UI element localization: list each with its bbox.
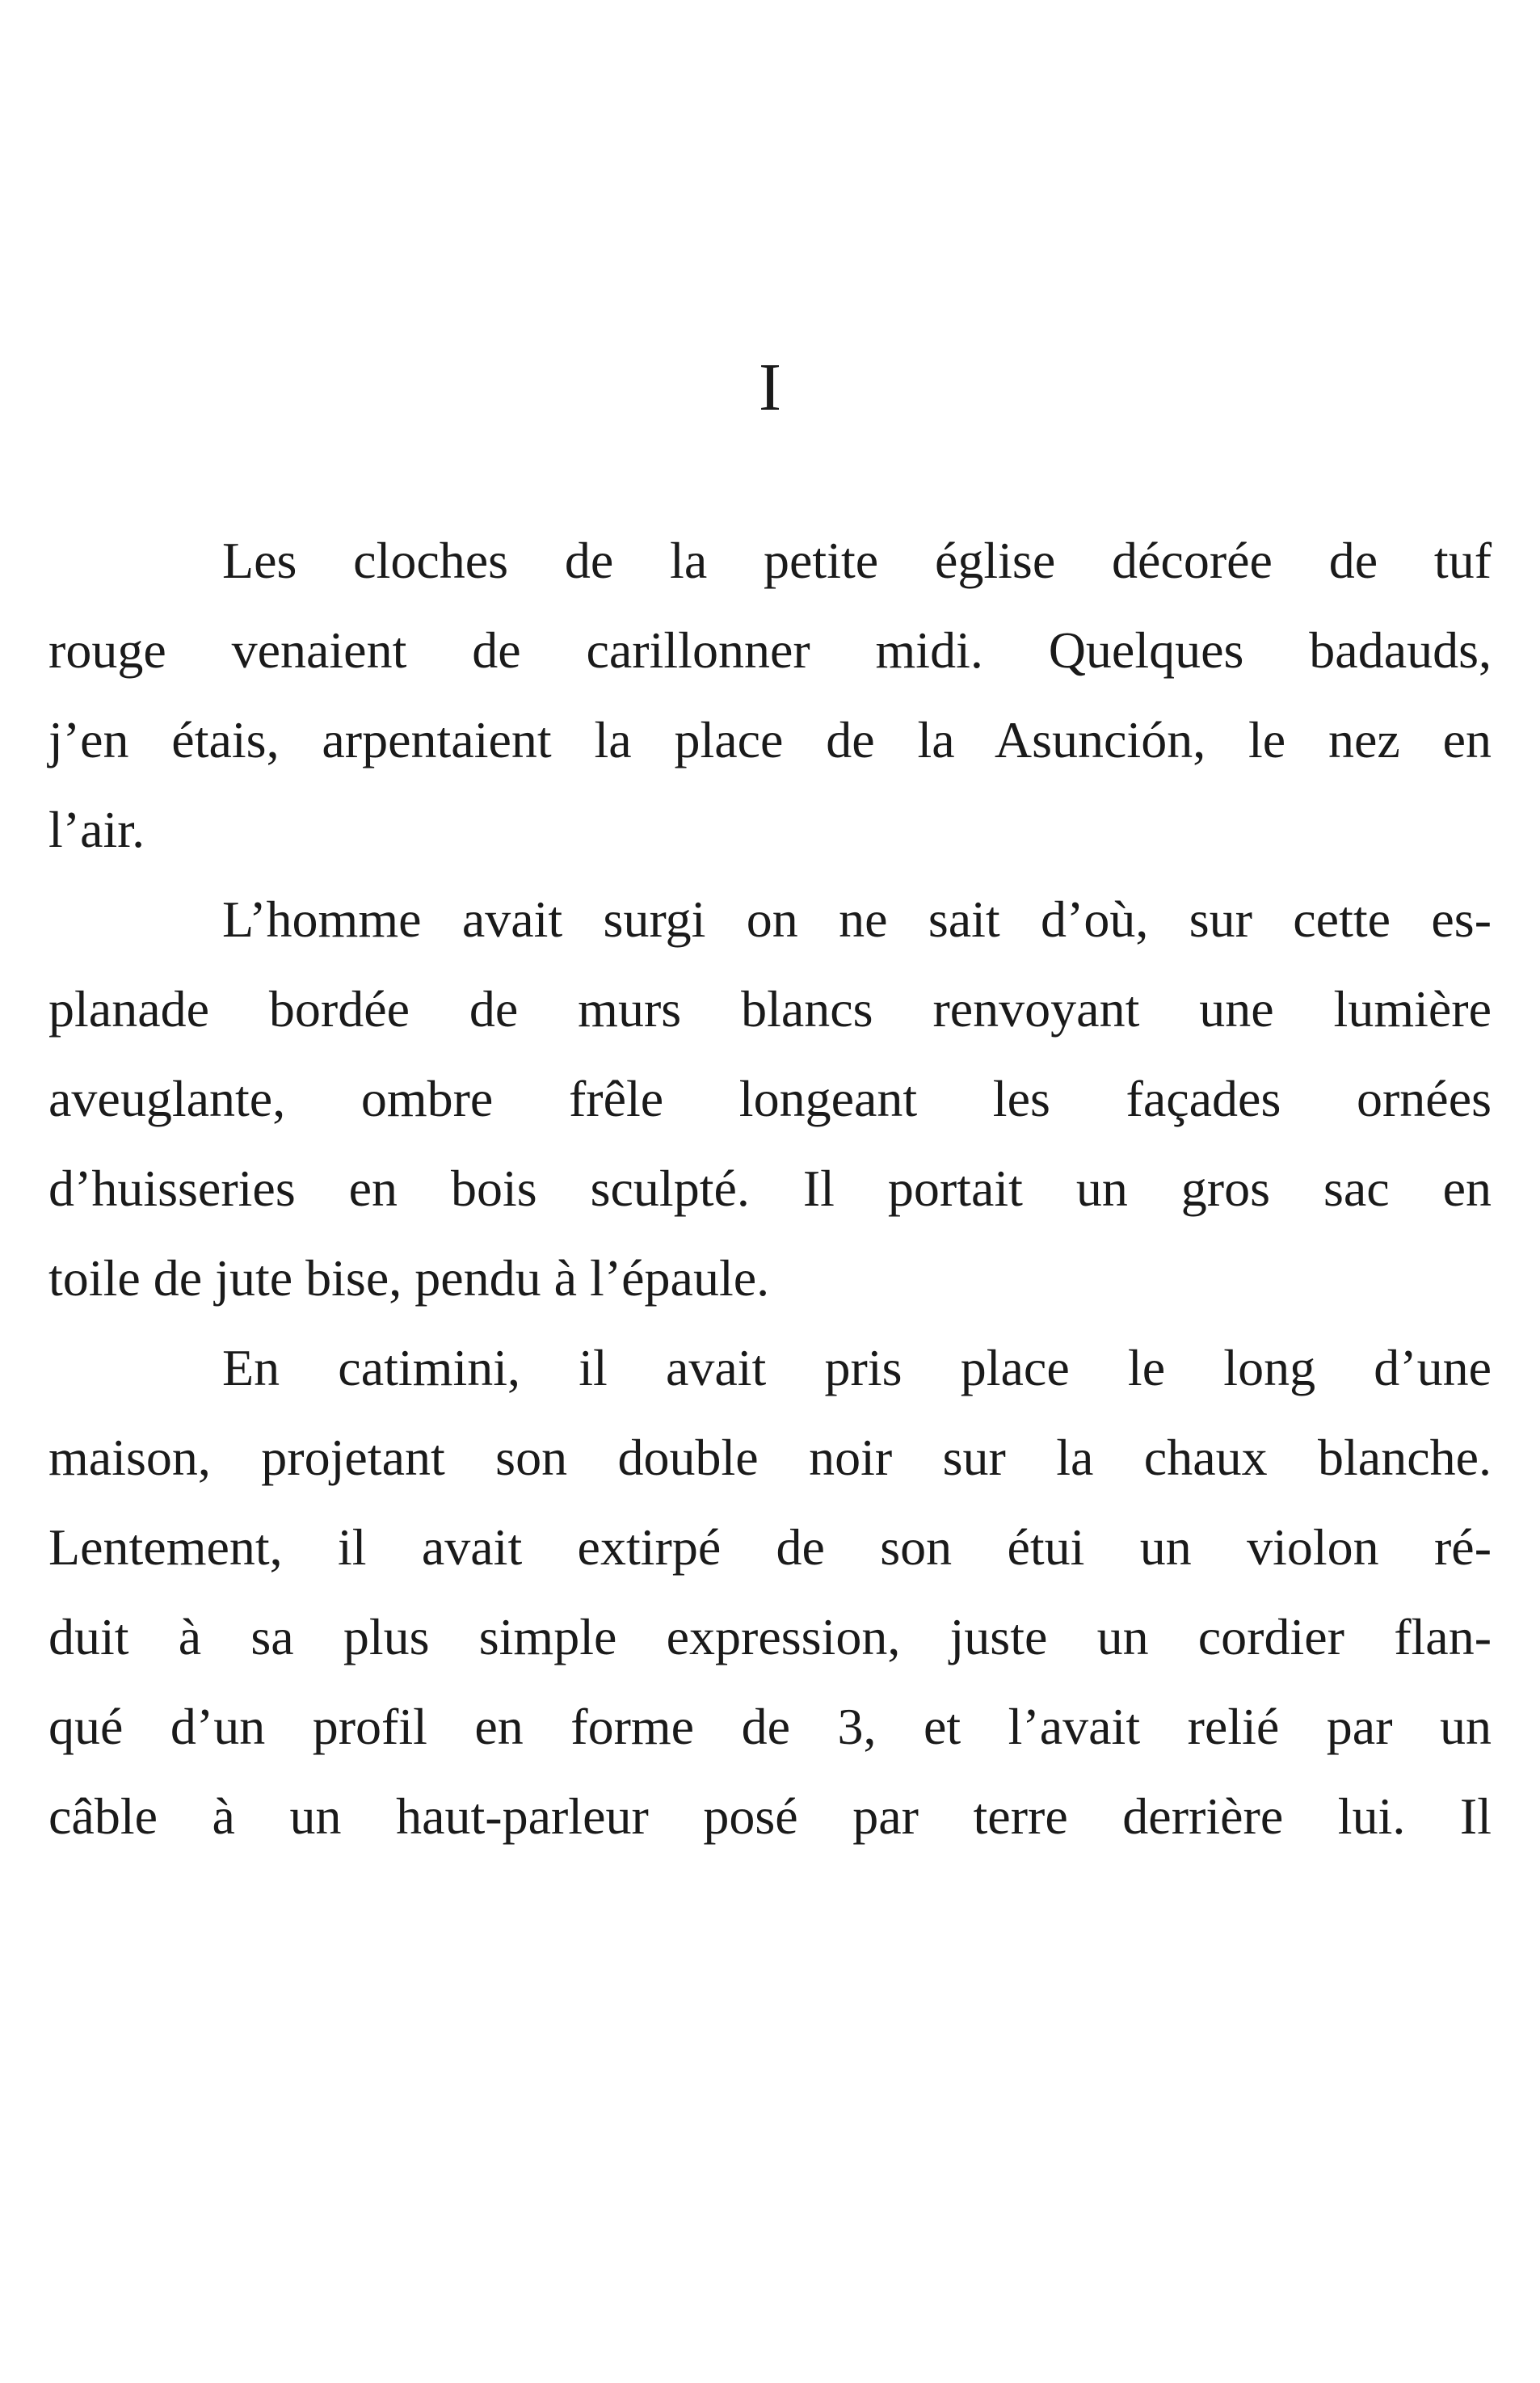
text-line: maison, projetant son double noir sur la chaux blanche.: [48, 1429, 1492, 1486]
text-line: L’homme avait surgi on ne sait d’où, sur cette es-: [222, 890, 1492, 948]
text-line: Lentement, il avait extirpé de son étui un violon ré-: [48, 1518, 1492, 1576]
text-line: aveuglante, ombre frêle longeant les façades ornées: [48, 1070, 1492, 1127]
chapter-body: [48, 516, 1492, 1861]
text-line: j’en étais, arpentaient la place de la Asunción, le nez en: [48, 711, 1492, 768]
text-line: toile de jute bise, pendu à l’épaule.: [48, 1249, 770, 1307]
text-line: rouge venaient de carillonner midi. Quelques badauds,: [48, 621, 1492, 679]
text-line: duit à sa plus simple expression, juste un cordier flan-: [48, 1608, 1492, 1665]
text-line: câble à un haut-parleur posé par terre derrière lui. Il: [48, 1787, 1492, 1845]
text-line: l’air.: [48, 801, 145, 858]
text-line: En catimini, il avait pris place le long d’une: [222, 1339, 1492, 1396]
text-line: qué d’un profil en forme de 3, et l’avait relié par un: [48, 1698, 1492, 1755]
chapter-number: I: [759, 350, 781, 425]
text-line: d’huisseries en bois sculpté. Il portait un gros sac en: [48, 1160, 1492, 1217]
text-line: Les cloches de la petite église décorée de tuf: [222, 532, 1492, 589]
text-line: planade bordée de murs blancs renvoyant une lumière: [48, 980, 1492, 1038]
